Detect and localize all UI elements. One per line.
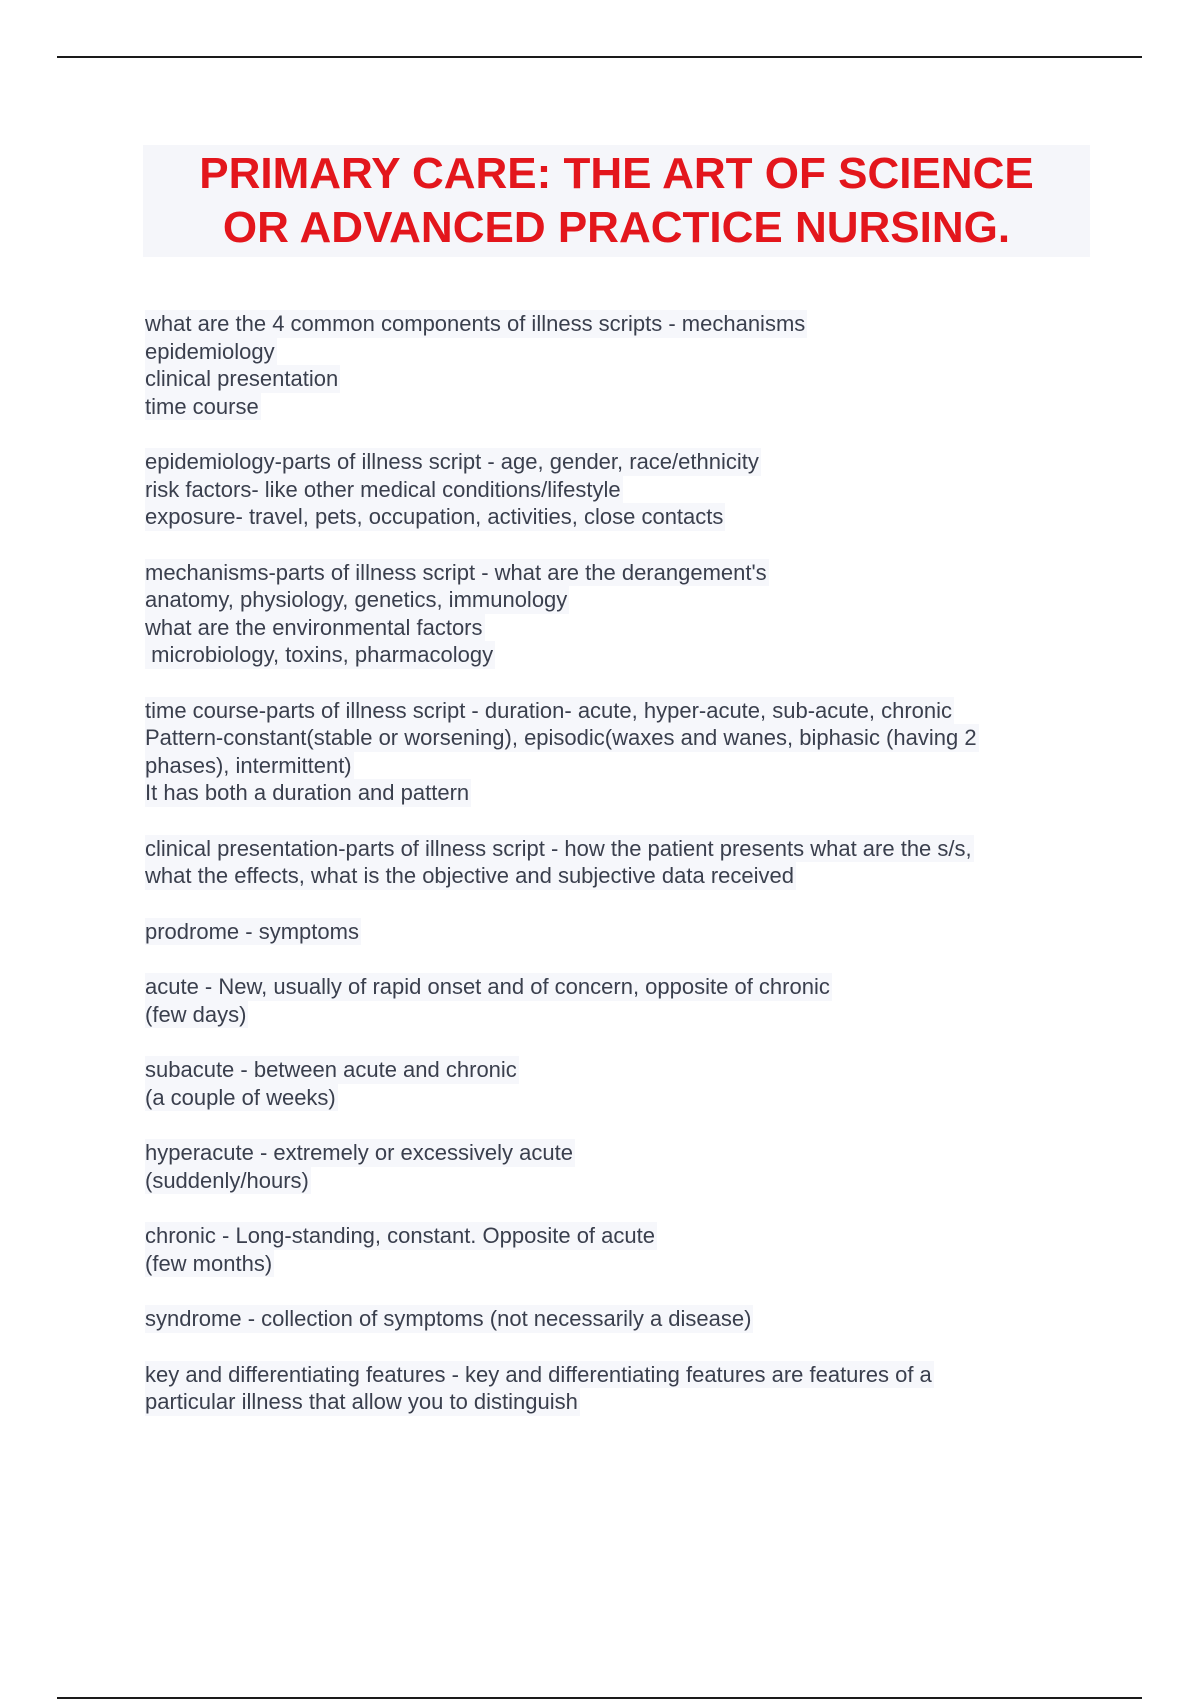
entry-line: chronic - Long-standing, constant. Opposite of acute [145,1223,655,1248]
flashcard-entry [145,310,1065,420]
entry-line: (few days) [145,1001,247,1027]
document-title [143,145,1090,257]
title-line-1: PRIMARY CARE: THE ART OF SCIENCE [199,149,1034,198]
document-body [145,310,1065,1444]
flashcard-entry [145,1056,1065,1111]
entry-line: epidemiology [145,338,275,364]
entry-line: key and differentiating features - key and differentiating features are features of a [145,1361,932,1387]
flashcard-entry [145,697,1065,807]
entry-line: (suddenly/hours) [145,1167,309,1193]
flashcard-entry [145,559,1065,669]
entry-line: anatomy, physiology, genetics, immunology [145,587,568,612]
flashcard-entry [145,973,1065,1028]
flashcard-entry [145,1305,1065,1333]
entry-line: risk factors- like other medical conditions/lifestyle [145,476,621,502]
flashcard-entry [145,835,1065,890]
entry-line: It has both a duration and pattern [145,780,470,805]
entry-line: what are the 4 common components of illness scripts - mechanisms [145,311,806,336]
entry-line: mechanisms-parts of illness script - what are the derangement's [145,559,767,585]
entry-line: syndrome - collection of symptoms (not necessarily a disease) [145,1306,752,1331]
flashcard-entry [145,918,1065,946]
entry-line: epidemiology-parts of illness script - age, gender, race/ethnicity [145,449,759,474]
entry-line: what the effects, what is the objective and subjective data received [145,863,794,888]
flashcard-entry [145,1361,1065,1416]
entry-line: subacute - between acute and chronic [145,1057,517,1082]
entry-line: time course-parts of illness script - duration- acute, hyper-acute, sub-acute, chronic [145,697,953,723]
title-line-2: OR ADVANCED PRACTICE NURSING. [222,203,1011,252]
entry-line: particular illness that allow you to distinguish [145,1389,578,1414]
entry-line: exposure- travel, pets, occupation, activities, close contacts [145,504,724,529]
entry-line: what are the environmental factors [145,614,483,640]
entry-line: microbiology, toxins, pharmacology [145,642,494,667]
entry-line: phases), intermittent) [145,752,352,778]
entry-line: prodrome - symptoms [145,918,359,944]
flashcard-entry [145,1222,1065,1277]
top-rule [57,56,1142,58]
bottom-rule [57,1697,1142,1699]
entry-line: time course [145,393,259,419]
entry-line: Pattern-constant(stable or worsening), episodic(waxes and wanes, biphasic (having 2 [145,725,977,750]
entry-line: acute - New, usually of rapid onset and of concern, opposite of chronic [145,974,830,999]
entry-line: (few months) [145,1250,273,1276]
flashcard-entry [145,448,1065,531]
entry-line: clinical presentation-parts of illness script - how the patient presents what are the s/s, [145,835,972,861]
entry-line: hyperacute - extremely or excessively acute [145,1140,573,1165]
entry-line: (a couple of weeks) [145,1084,336,1110]
flashcard-entry [145,1139,1065,1194]
entry-line: clinical presentation [145,366,339,391]
